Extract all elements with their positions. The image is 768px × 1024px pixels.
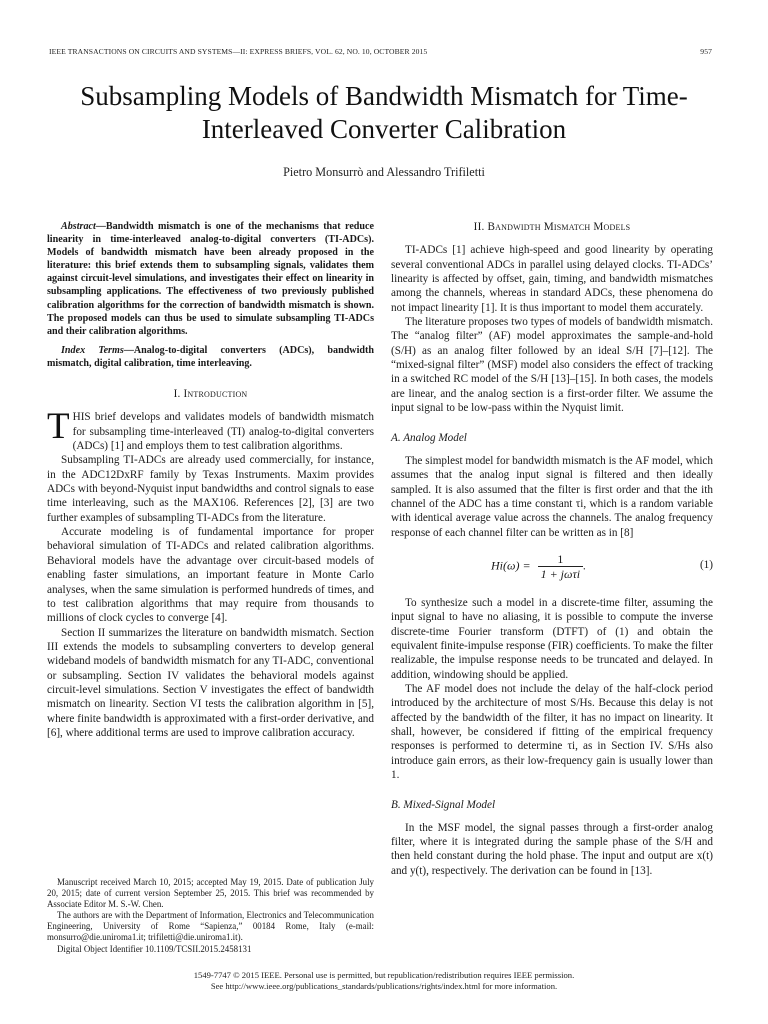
footnote-doi: Digital Object Identifier 10.1109/TCSII.2015.2458131 <box>57 943 252 954</box>
intro-paragraph-3: Accurate modeling is of fundamental importance for proper behavioral simulation of TI-ADCs and related calibration algorithms. Behavioral models have the advantage over circuit-based models of enabling faster simulations, an important feature in Monte Carlo analyses, when the same simulation is performed hundreds of times, and to test calibration algorithms that may require from thousands to millions of clock cycles to converge [4]. <box>47 526 374 625</box>
intro-paragraph-2: Subsampling TI-ADCs are already used commercially, for instance, in the ADC12DxRF family by Texas Instruments. Maxim provides ADCs with beyond-Nyquist input bandwidths and control signals to ease time interleaving, such as the MAX106. References [2], [3] are two further examples of subsampling TI-ADCs from the literature. <box>47 454 374 524</box>
analog-paragraph-3: The AF model does not include the delay of the half-clock period introduced by the architecture of most S/Hs. Because this delay is not affected by the bandwidth of the filter, it has no impact on linearity. It shall, however, be considered if fitting of the empirical frequency responses is performed to determine τi, as in Section IV. S/Hs also introduce gain errors, as their low-frequency gain is usually lower than 1. <box>391 682 713 781</box>
equation-lhs: Hi(ω) = <box>491 558 531 573</box>
equation-period: . <box>583 558 587 573</box>
equation-1 <box>391 548 713 588</box>
analog-paragraph-2: To synthesize such a model in a discrete-time filter, assuming the input signal to have no aliasing, it is possible to compute the inverse discrete-time Fourier transform (DTFT) of (1) and obtain the equivalent finite-impulse response (FIR) coefficients. To make the filter realizable, the impulse response needs to be truncated and delayed. In addition, windowing should be applied. <box>391 596 713 681</box>
equation-denominator: 1 + jωτi <box>540 567 581 582</box>
index-terms-lead: Index Terms <box>61 344 124 356</box>
intro-paragraph-1 <box>47 406 374 453</box>
intro-paragraph-1-text: HIS brief develops and validates models of bandwidth mismatch for subsampling time-interleaved (TI) analog-to-digital converters (ADCs) [1] and employs them to test calibration algorithms. <box>72 411 374 453</box>
left-column <box>47 220 374 740</box>
models-paragraph-2: The literature proposes two types of models of bandwidth mismatch. The “analog filter” (AF) model approximates the sample-and-hold (S/H) as an analog filter followed by an ideal S/H [7]–[12]. The “mixed-signal filter” (MSF) model also considers the effect of tracking in a switched RC model of the S/H [13]–[15]. In both cases, the models are linear, and the analog section is a first-order filter. We assume the input signal to be low-pass within the Nyquist limit. <box>391 316 713 415</box>
section-heading-models: II. Bandwidth Mismatch Models <box>473 221 631 233</box>
models-paragraph-1: TI-ADCs [1] achieve high-speed and good linearity by operating several conventional ADCs in parallel using delayed clocks. TI-ADCs’ linearity is affected by offset, gain, timing, and bandwidth mismatches among the channels, whereas in standard ADCs, these phenomena do not impact linearity [1]. It is thus important to model them accurately. <box>391 244 713 314</box>
analog-paragraph-1: The simplest model for bandwidth mismatch is the AF model, which assumes that the analog input signal is filtered and then ideally sampled. It is also assumed that the filter is first order and that the ith channel of the ADC has a time constant τi, which is a random variable with identical average value across the channels. The analog frequency response of each channel filter can be written as in [8] <box>391 454 713 539</box>
index-terms-text: —Analog-to-digital converters (ADCs), bandwidth mismatch, digital calibration, time interleaving. <box>47 344 374 369</box>
intro-paragraph-4: Section II summarizes the literature on bandwidth mismatch. Section III extends the models to subsampling converters to develop general wideband models of bandwidth mismatch for any TI-ADC, conventional or subsampling. Section IV validates the behavioral models against circuit-level simulations. Section V investigates the effect of bandwidth mismatch on linearity. Section VI tests the calibration algorithm in [5], where finite bandwidth is approximated with a first-order derivative, and [6], where additional terms are used to improve calibration accuracy. <box>47 626 374 739</box>
abstract-text: —Bandwidth mismatch is one of the mechanisms that reduce linearity in time-interleaved analog-to-digital converters (TI-ADCs). Models of bandwidth mismatch have been already proposed in the literature: this brief extends them to subsampling signals, validates them against circuit-level simulations, and investigates their effect on linearity in subsampling applications. The effectiveness of two previously published calibration algorithms for the correction of bandwidth mismatch is shown. The proposed models can thus be used to simulate subsampling TI-ADCs and their calibration algorithms. <box>47 221 374 337</box>
right-column <box>391 220 713 878</box>
footnote-affiliation: The authors are with the Department of Information, Electronics and Telecommunication Engineering, University of Rome “Sapienza,” 00184 Rome, Italy (e-mail: monsurro@die.uniroma1.it; trifiletti@die.uniroma1.it). <box>47 910 374 943</box>
equation-fraction <box>538 551 587 582</box>
mixed-signal-paragraph-1: In the MSF model, the signal passes through a first-order analog filter, where it is integrated during the sample phase of the S/H and then held constant during the hold phase. The input and output are x(t) and y(t), respectively. The derivation can be found in [13]. <box>391 821 713 877</box>
copyright-notice <box>0 970 768 992</box>
running-head <box>49 47 712 56</box>
footnote-manuscript: Manuscript received March 10, 2015; accepted May 19, 2015. Date of publication July 20, 2015; date of current version September 25, 2015. This brief was recommended by Associate Editor M. S.-W. Chen. <box>47 877 374 910</box>
copyright-line-2: See http://www.ieee.org/publications_standards/publications/rights/index.html for more information. <box>210 981 558 991</box>
abstract <box>47 220 374 338</box>
footnotes <box>47 877 374 955</box>
section-heading-introduction: I. Introduction <box>173 388 248 401</box>
paper-authors: Pietro Monsurrò and Alessandro Trifiletti <box>283 165 485 179</box>
subsection-heading-analog: A. Analog Model <box>391 432 467 445</box>
copyright-line-1: 1549-7747 © 2015 IEEE. Personal use is permitted, but republication/redistribution requires IEEE permission. <box>193 970 575 980</box>
index-terms <box>47 344 374 370</box>
drop-cap: T <box>47 406 70 448</box>
journal-name: IEEE TRANSACTIONS ON CIRCUITS AND SYSTEMS—II: EXPRESS BRIEFS, VOL. 62, NO. 10, OCTOBER 2015 <box>49 47 428 56</box>
paper-title: Subsampling Models of Bandwidth Mismatch for Time-Interleaved Converter Calibration <box>80 81 688 144</box>
equation-numerator: 1 <box>538 552 584 567</box>
page-number: 957 <box>700 47 712 56</box>
equation-number: (1) <box>699 558 713 571</box>
subsection-heading-mixed-signal: B. Mixed-Signal Model <box>391 799 496 812</box>
abstract-lead: Abstract <box>61 221 96 232</box>
equation-body <box>491 552 586 582</box>
